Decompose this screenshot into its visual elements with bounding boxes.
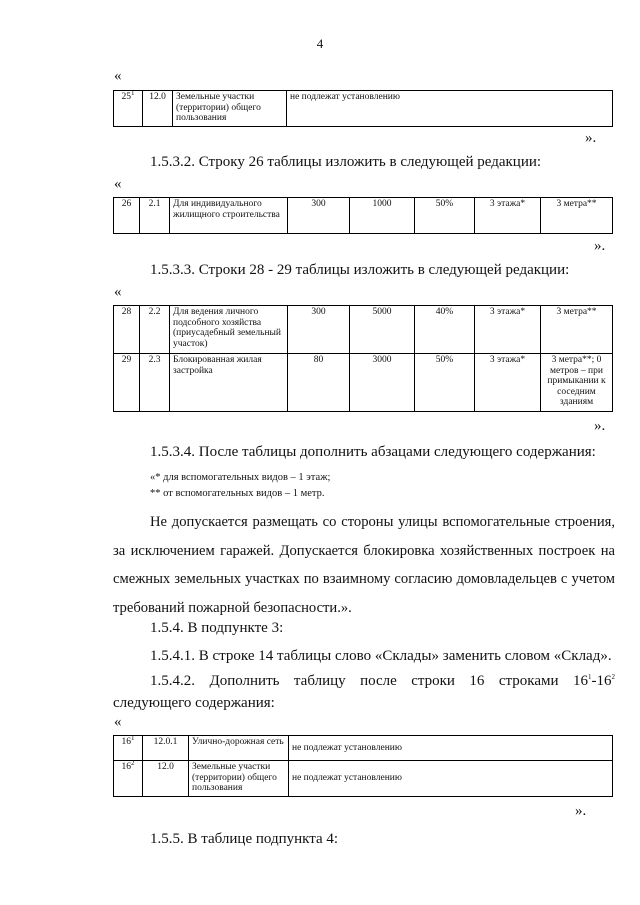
row-name: Земельные участки (территории) общего пользования: [173, 91, 287, 127]
row-height: 3 метра**; 0 метров – при примыкании к соседним зданиям: [541, 354, 613, 412]
paragraph-1-5-4: 1.5.4. В подпункте 3:: [150, 620, 284, 636]
row-min-area: 80: [288, 354, 350, 412]
open-quote: «: [114, 284, 122, 300]
body-paragraph: Не допускается размещать со стороны улицы вспомогательные строения, за исключением гаражей. Допускается блокировка хозяйственных построек на смежных земельных участках по взаимному согласию домовладельцев с учетом требований пожарной безопасности.».: [113, 514, 615, 616]
row-height: 3 метра**: [541, 198, 613, 234]
row-min-area: 300: [288, 198, 350, 234]
paragraph-1-5-3-2: 1.5.3.2. Строку 26 таблицы изложить в следующей редакции:: [150, 154, 542, 170]
table-row: [114, 736, 613, 761]
table-row: [114, 761, 613, 797]
row-min-area: 300: [288, 306, 350, 354]
table-row: [114, 354, 613, 412]
row-floors: 3 этажа*: [475, 198, 541, 234]
row-percent: 50%: [415, 354, 475, 412]
row-number: $16^2$: [114, 761, 143, 797]
row-code: 2.1: [140, 198, 170, 234]
row-value: не подлежат установлению: [289, 761, 613, 797]
row-code: 12.0: [143, 761, 189, 797]
row-name: Улично-дорожная сеть: [189, 736, 289, 761]
paragraph-1-5-3-3: 1.5.3.3. Строки 28 - 29 таблицы изложить в следующей редакции:: [150, 262, 570, 278]
open-quote: «: [114, 176, 122, 192]
row-floors: 3 этажа*: [475, 354, 541, 412]
row-max-area: 1000: [350, 198, 415, 234]
close-quote: ».: [585, 130, 597, 146]
table-row: [114, 198, 613, 234]
row-max-area: 3000: [350, 354, 415, 412]
footnote-1: «* для вспомогательных видов – 1 этаж;: [150, 472, 331, 483]
close-quote: ».: [594, 418, 606, 434]
row-code: 12.0.1: [143, 736, 189, 761]
row-number: $25^1$: [114, 91, 143, 127]
table-2: [113, 197, 613, 234]
table-3: [113, 305, 613, 412]
row-number: 29: [114, 354, 140, 412]
paragraph-1-5-4-2: 1.5.4.2. Дополнить таблицу после строки 16 строками $16^1-16^2$: [150, 673, 615, 689]
page-number: 4: [316, 36, 324, 51]
row-number: 26: [114, 198, 140, 234]
close-quote: ».: [575, 803, 587, 819]
row-value: не подлежат установлению: [287, 91, 613, 127]
paragraph-1-5-4-2-continued: следующего содержания:: [113, 695, 275, 711]
row-value: не подлежат установлению: [289, 736, 613, 761]
table-row: [114, 91, 613, 127]
row-name: Блокированная жилая застройка: [170, 354, 288, 412]
table-1: [113, 90, 613, 127]
paragraph-1-5-5: 1.5.5. В таблице подпункта 4:: [150, 831, 339, 847]
close-quote: ».: [594, 238, 606, 254]
table-row: [114, 306, 613, 354]
row-name: Для ведения личного подсобного хозяйства (приусадебный земельный участок): [170, 306, 288, 354]
footnote-2: ** от вспомогательных видов – 1 метр.: [150, 488, 325, 499]
row-height: 3 метра**: [541, 306, 613, 354]
row-percent: 50%: [415, 198, 475, 234]
row-floors: 3 этажа*: [475, 306, 541, 354]
row-max-area: 5000: [350, 306, 415, 354]
row-number: $16^1$: [114, 736, 143, 761]
table-4: [113, 735, 613, 797]
row-code: 12.0: [143, 91, 173, 127]
paragraph-1-5-4-1: 1.5.4.1. В строке 14 таблицы слово «Склады» заменить словом «Склад».: [150, 648, 612, 664]
open-quote: «: [114, 714, 122, 730]
row-percent: 40%: [415, 306, 475, 354]
row-code: 2.3: [140, 354, 170, 412]
row-number: 28: [114, 306, 140, 354]
paragraph-1-5-3-4: 1.5.3.4. После таблицы дополнить абзацами следующего содержания:: [150, 444, 596, 460]
row-code: 2.2: [140, 306, 170, 354]
row-name: Для индивидуального жилищного строительства: [170, 198, 288, 234]
row-name: Земельные участки (территории) общего пользования: [189, 761, 289, 797]
open-quote: «: [114, 68, 122, 84]
